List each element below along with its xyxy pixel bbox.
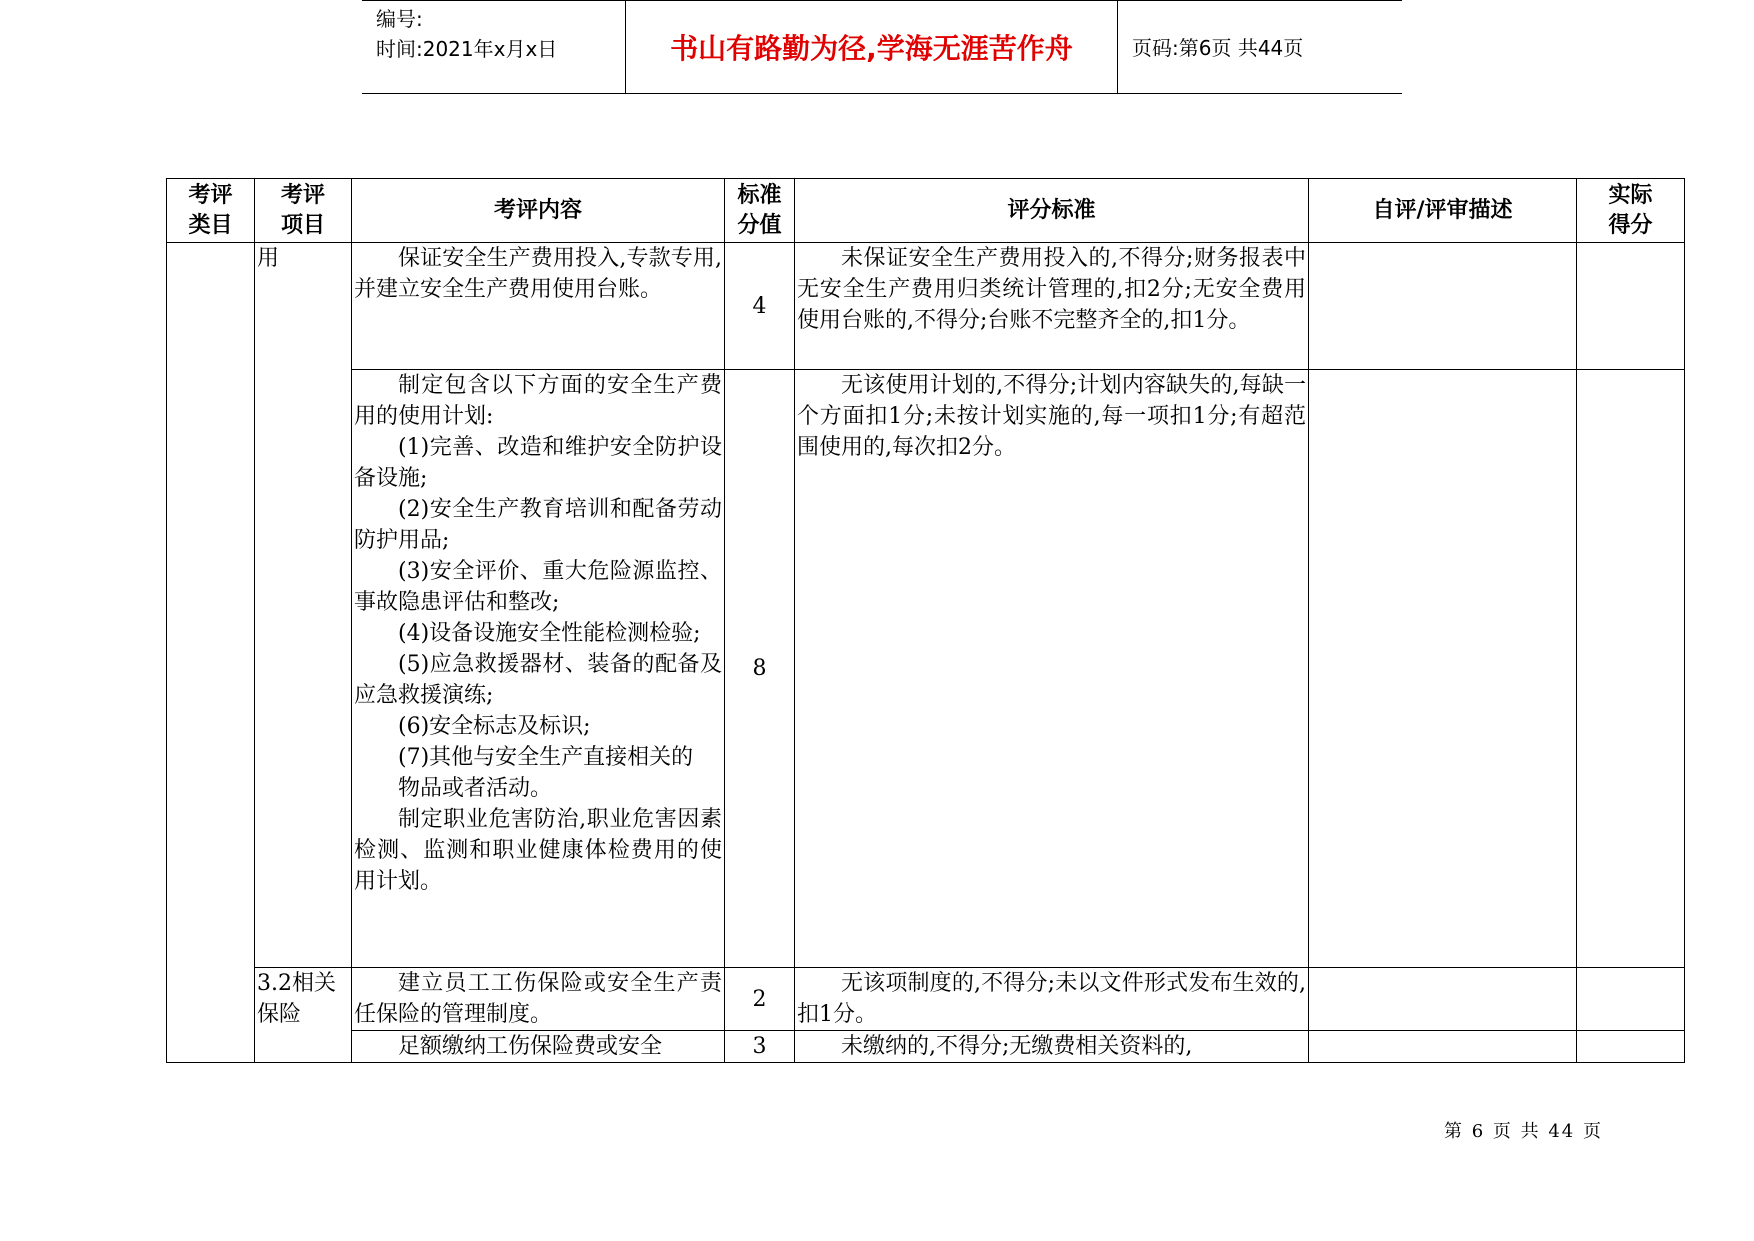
score-cell: 2 [725, 968, 795, 1031]
evaluation-table [166, 178, 1685, 1063]
table-header-row [167, 179, 1685, 243]
col-header-score: 标准 分值 [725, 179, 795, 243]
col-header-self-review: 自评/评审描述 [1309, 179, 1577, 243]
header-meta [362, 0, 626, 93]
page-footer: 第 6 页 共 44 页 [1444, 1121, 1603, 1142]
col-header-criteria: 评分标准 [795, 179, 1309, 243]
table-row [167, 1031, 1685, 1063]
content-cell: 建立员工工伤保险或安全生产责任保险的管理制度。 [352, 968, 725, 1031]
table-row [167, 968, 1685, 1031]
table-row [167, 370, 1685, 968]
table-row [167, 243, 1685, 370]
self-review-cell [1309, 968, 1577, 1031]
criteria-cell: 无该使用计划的,不得分;计划内容缺失的,每缺一个方面扣1分;未按计划实施的,每一项扣1分;有超范围使用的,每次扣2分。 [795, 370, 1309, 968]
header-motto: 书山有路勤为径,学海无涯苦作舟 [626, 0, 1118, 93]
score-cell: 4 [725, 243, 795, 370]
item-cell: 用 [255, 243, 352, 968]
score-cell: 8 [725, 370, 795, 968]
actual-score-cell [1577, 1031, 1685, 1063]
content-cell: 制定包含以下方面的安全生产费用的使用计划: (1)完善、改造和维护安全防护设备设施; (2)安全生产教育培训和配备劳动防护用品; (3)安全评价、重大危险源监控、事故隐患评估和整改; (4)设备设施安全性能检测检验; (5)应急救援器材、装备的配备及应急救援演练; (6)安全标志及标识; (7)其他与安全生产直接相关的 物品或者活动。 制定职业危害防治,职业危害因素检测、监测和职业健康体检费用的使用计划。 [352, 370, 725, 968]
content-cell: 保证安全生产费用投入,专款专用,并建立安全生产费用使用台账。 [352, 243, 725, 370]
col-header-category: 考评 类目 [167, 179, 255, 243]
self-review-cell [1309, 1031, 1577, 1063]
category-cell [167, 243, 255, 1063]
criteria-cell: 未保证安全生产费用投入的,不得分;财务报表中无安全生产费用归类统计管理的,扣2分;无安全费用使用台账的,不得分;台账不完整齐全的,扣1分。 [795, 243, 1309, 370]
serial-label: 编号: [376, 7, 423, 31]
col-header-item: 考评 项目 [255, 179, 352, 243]
content-cell: 足额缴纳工伤保险费或安全 [352, 1031, 725, 1063]
criteria-cell: 无该项制度的,不得分;未以文件形式发布生效的,扣1分。 [795, 968, 1309, 1031]
header-page-info: 页码:第6页 共44页 [1132, 36, 1304, 60]
time-label: 时间:2021年x月x日 [376, 37, 558, 61]
self-review-cell [1309, 243, 1577, 370]
score-cell: 3 [725, 1031, 795, 1063]
col-header-content: 考评内容 [352, 179, 725, 243]
actual-score-cell [1577, 968, 1685, 1031]
col-header-actual-score: 实际 得分 [1577, 179, 1685, 243]
self-review-cell [1309, 370, 1577, 968]
page-header [362, 0, 1402, 94]
actual-score-cell [1577, 243, 1685, 370]
item-cell: 3.2相关保险 [255, 968, 352, 1063]
criteria-cell: 未缴纳的,不得分;无缴费相关资料的, [795, 1031, 1309, 1063]
actual-score-cell [1577, 370, 1685, 968]
